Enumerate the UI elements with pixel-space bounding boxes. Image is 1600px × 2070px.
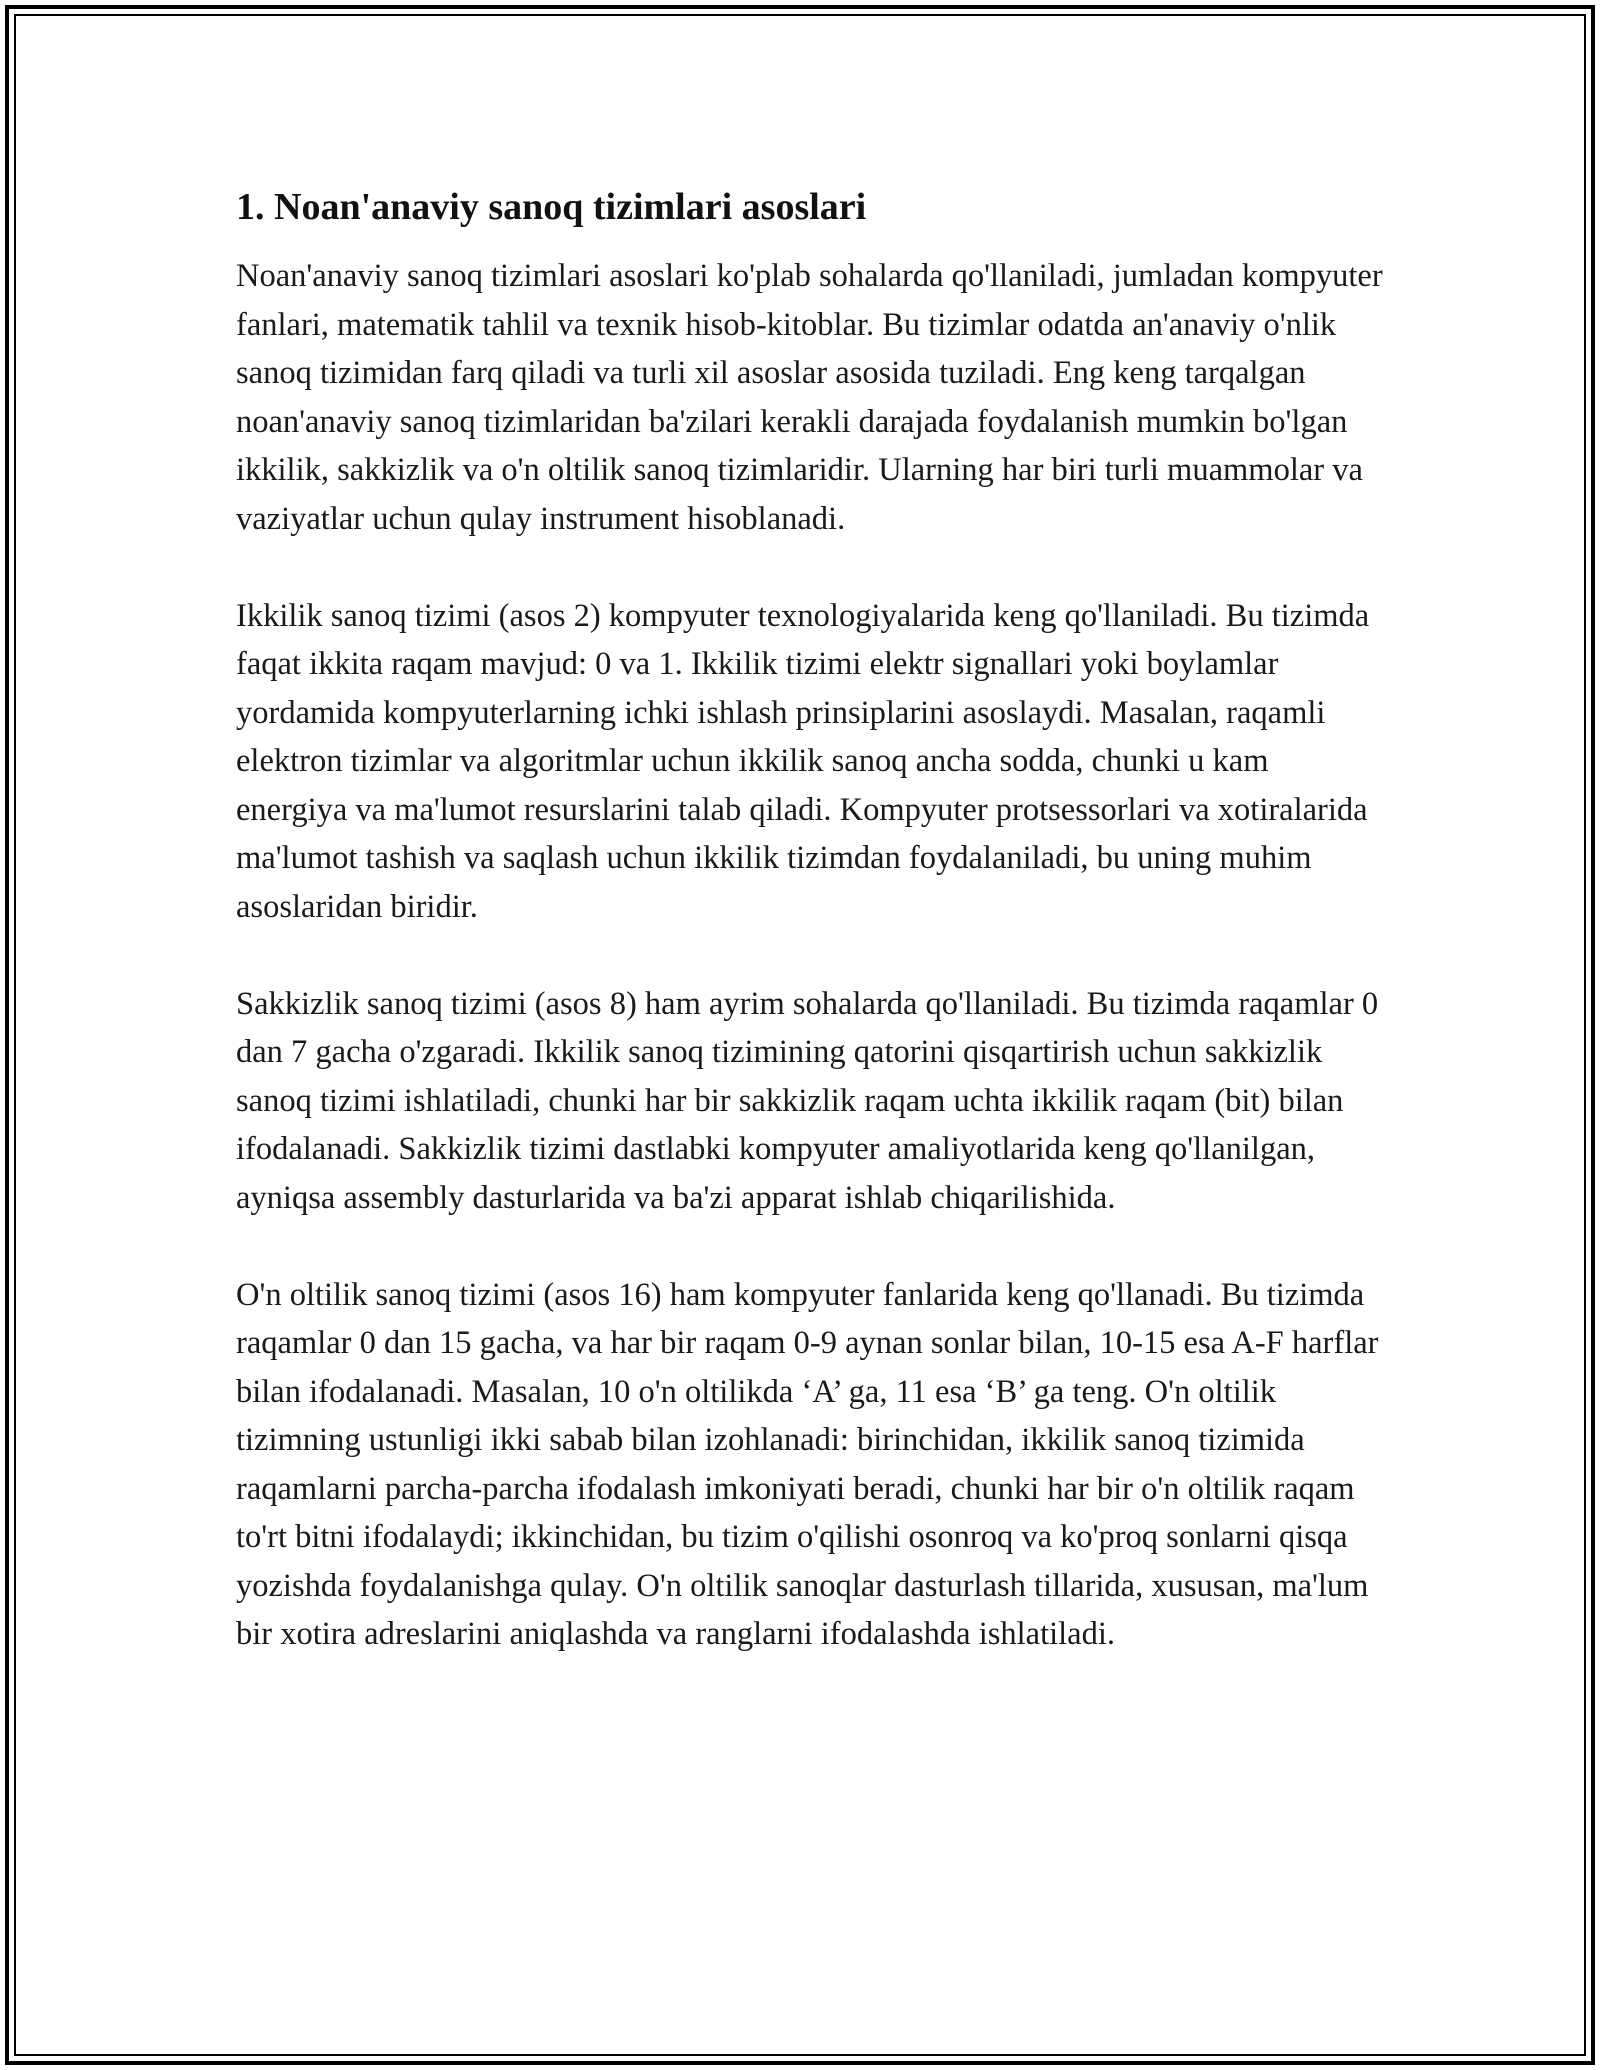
paragraph-intro: Noan'anaviy sanoq tizimlari asoslari ko'plab sohalarda qo'llaniladi, jumladan kompyuter fanlari, matematik tahlil va texnik hisob-kitoblar. Bu tizimlar odatda an'anaviy o'nlik sanoq tizimidan farq qiladi va turli xil asoslar asosida tuziladi. Eng keng tarqalgan noan'anaviy sanoq tizimlaridan ba'zilari kerakli darajada foydalanish mumkin bo'lgan ikkilik, sakkizlik va o'n oltilik sanoq tizimlaridir. Ularning har biri turli muammolar va vaziyatlar uchun qulay instrument hisoblanadi. (236, 258, 1383, 537)
paragraph-octal: Sakkizlik sanoq tizimi (asos 8) ham ayrim sohalarda qo'llaniladi. Bu tizimda raqamlar 0 dan 7 gacha o'zgaradi. Ikkilik sanoq tizimining qatorini qisqartirish uchun sakkizlik sanoq tizimi ishlatiladi, chunki har bir sakkizlik raqam uchta ikkilik raqam (bit) bilan ifodalanadi. Sakkizlik tizimi dastlabki kompyuter amaliyotlarida keng qo'llanilgan, ayniqsa assembly dasturlarida va ba'zi apparat ishlab chiqarilishida. (236, 985, 1379, 1216)
paragraph-hexadecimal: O'n oltilik sanoq tizimi (asos 16) ham kompyuter fanlarida keng qo'llanadi. Bu tizimda raqamlar 0 dan 15 gacha, va har bir raqam 0-9 aynan sonlar bilan, 10-15 esa A-F harflar bilan ifodalanadi. Masalan, 10 o'n oltilikda ‘A’ ga, 11 esa ‘B’ ga teng. O'n oltilik tizimning ustunligi ikki sabab bilan izohlanadi: birinchidan, ikkilik sanoq tizimida raqamlarni parcha-parcha ifodalash imkoniyati beradi, chunki har bir o'n oltilik raqam to'rt bitni ifodalaydi; ikkinchidan, bu tizim o'qilishi osonroq va ko'proq sonlarni qisqa yozishda foydalanishga qulay. O'n oltilik sanoqlar dasturlash tillarida, xususan, ma'lum bir xotira adreslarini aniqlashda va ranglarni ifodalashda ishlatiladi. (236, 1276, 1379, 1652)
section-heading: 1. Noan'anaviy sanoq tizimlari asoslari (236, 186, 867, 228)
paragraph-binary: Ikkilik sanoq tizimi (asos 2) kompyuter texnologiyalarida keng qo'llaniladi. Bu tizimda faqat ikkita raqam mavjud: 0 va 1. Ikkilik tizimi elektr signallari yoki boylamlar yordamida kompyuterlarning ichki ishlash prinsiplarini asoslaydi. Masalan, raqamli elektron tizimlar va algoritmlar uchun ikkilik sanoq ancha sodda, chunki u kam energiya va ma'lumot resurslarini talab qiladi. Kompyuter protsessorlari va xotiralarida ma'lumot tashish va saqlash uchun ikkilik tizimdan foydalaniladi, bu uning muhim asoslaridan biridir. (236, 597, 1370, 925)
document-body (236, 182, 1386, 1707)
